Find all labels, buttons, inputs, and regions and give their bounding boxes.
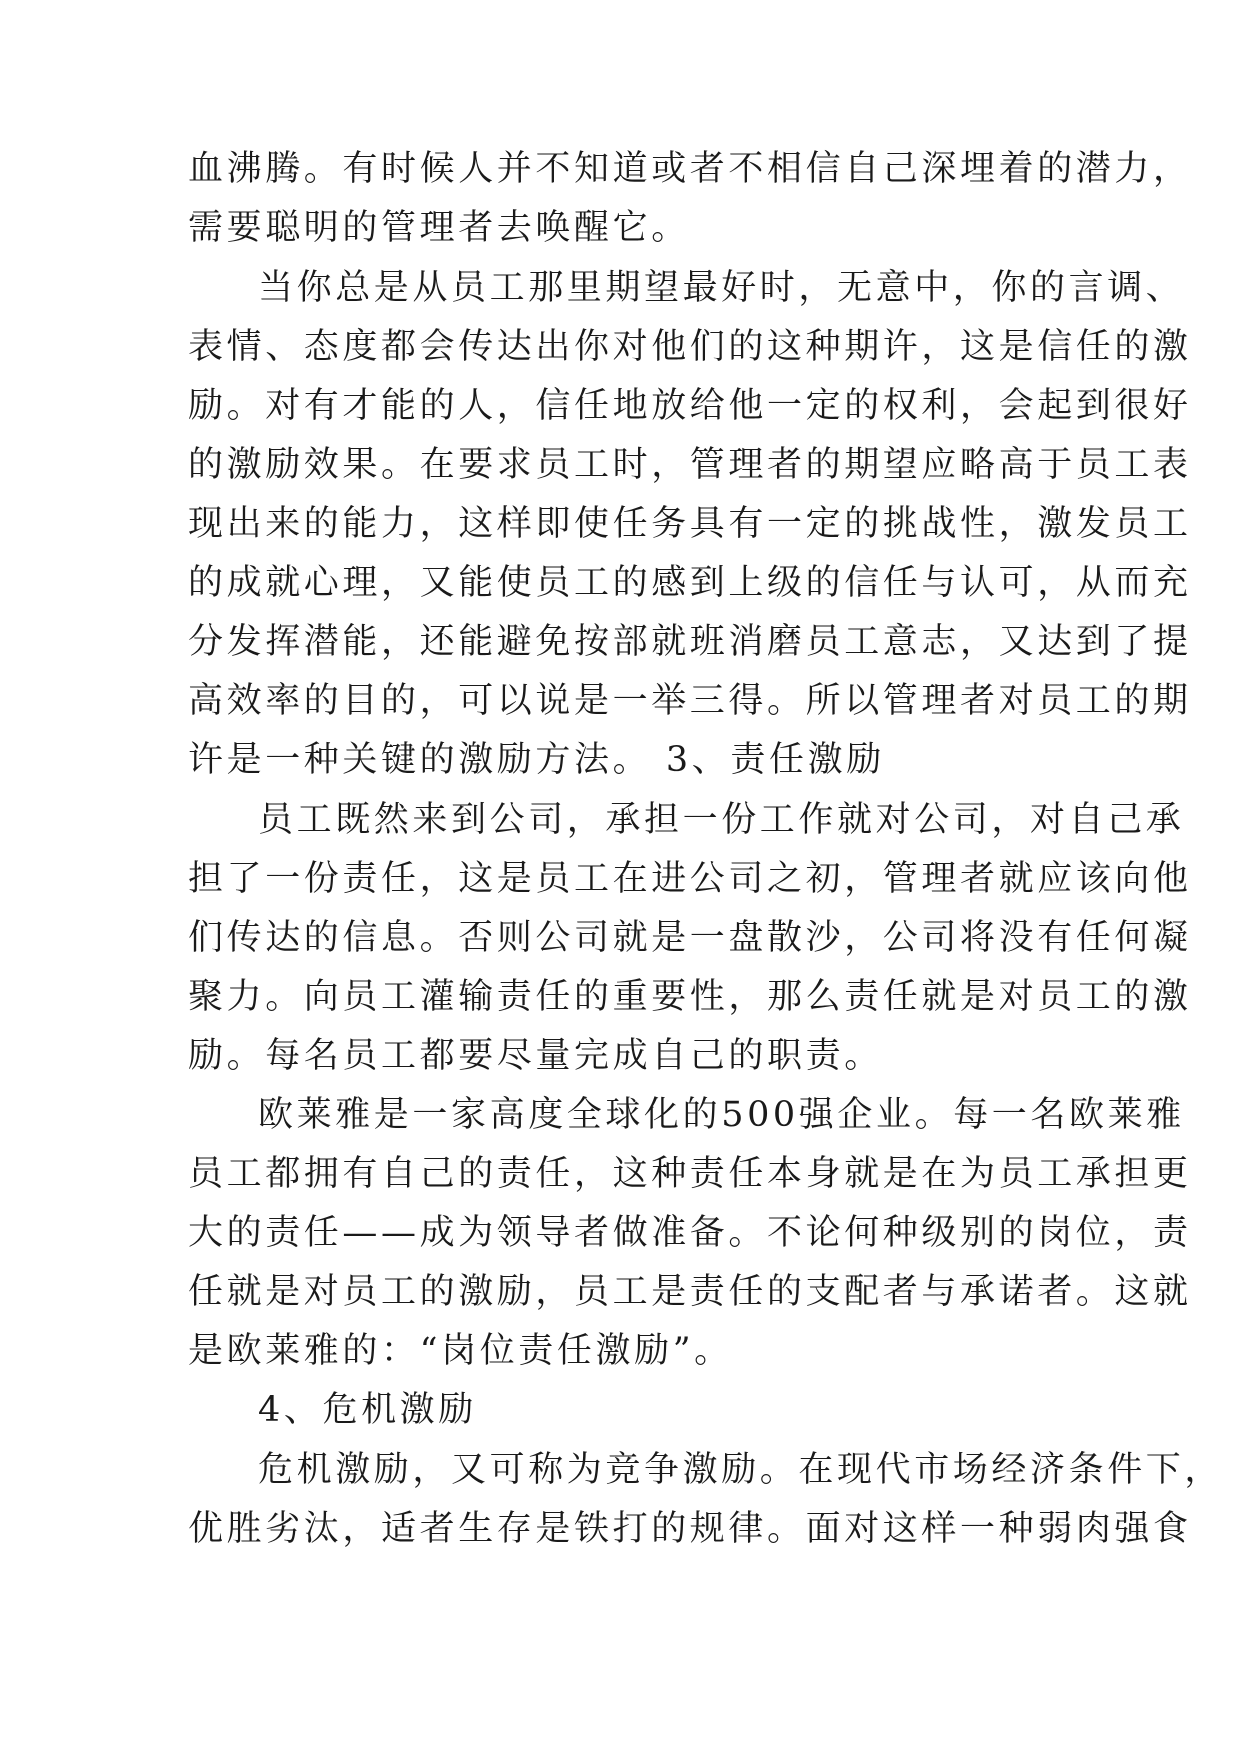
section-heading: 4、危机激励 — [258, 1390, 477, 1430]
paragraph-first-line: 欧莱雅是一家高度全球化的500强企业。每一名欧莱雅 — [258, 1095, 1185, 1135]
text-line: 大的责任——成为领导者做准备。不论何种级别的岗位，责 — [188, 1213, 1192, 1253]
text-line: 任就是对员工的激励，员工是责任的支配者与承诺者。这就 — [188, 1272, 1192, 1312]
text-line: 励。对有才能的人，信任地放给他一定的权利，会起到很好 — [188, 386, 1192, 426]
text-line: 是欧莱雅的：“岗位责任激励”。 — [188, 1331, 733, 1371]
paragraph-first-line: 危机激励，又可称为竞争激励。在现代市场经济条件下， — [258, 1450, 1224, 1490]
text-line: 现出来的能力，这样即使任务具有一定的挑战性，激发员工 — [188, 504, 1192, 544]
text-line: 血沸腾。有时候人并不知道或者不相信自己深埋着的潜力， — [188, 149, 1192, 189]
text-line: 分发挥潜能，还能避免按部就班消磨员工意志，又达到了提 — [188, 622, 1192, 662]
text-line: 表情、态度都会传达出你对他们的这种期许，这是信任的激 — [188, 327, 1192, 367]
paragraph-first-line: 员工既然来到公司，承担一份工作就对公司，对自己承 — [258, 800, 1185, 840]
text-line: 高效率的目的，可以说是一举三得。所以管理者对员工的期 — [188, 681, 1192, 721]
text-line: 员工都拥有自己的责任，这种责任本身就是在为员工承担更 — [188, 1154, 1192, 1194]
text-line: 的成就心理，又能使员工的感到上级的信任与认可，从而充 — [188, 563, 1192, 603]
text-line: 聚力。向员工灌输责任的重要性，那么责任就是对员工的激 — [188, 977, 1192, 1017]
paragraph-first-line: 当你总是从员工那里期望最好时，无意中，你的言调、 — [258, 268, 1185, 308]
text-line: 优胜劣汰，适者生存是铁打的规律。面对这样一种弱肉强食 — [188, 1509, 1192, 1549]
text-line: 们传达的信息。否则公司就是一盘散沙，公司将没有任何凝 — [188, 918, 1192, 958]
text-line: 担了一份责任，这是员工在进公司之初，管理者就应该向他 — [188, 859, 1192, 899]
text-line: 励。每名员工都要尽量完成自己的职责。 — [188, 1036, 883, 1076]
text-line: 许是一种关键的激励方法。 3、责任激励 — [188, 740, 885, 780]
text-line: 的激励效果。在要求员工时，管理者的期望应略高于员工表 — [188, 445, 1192, 485]
text-line: 需要聪明的管理者去唤醒它。 — [188, 208, 690, 248]
